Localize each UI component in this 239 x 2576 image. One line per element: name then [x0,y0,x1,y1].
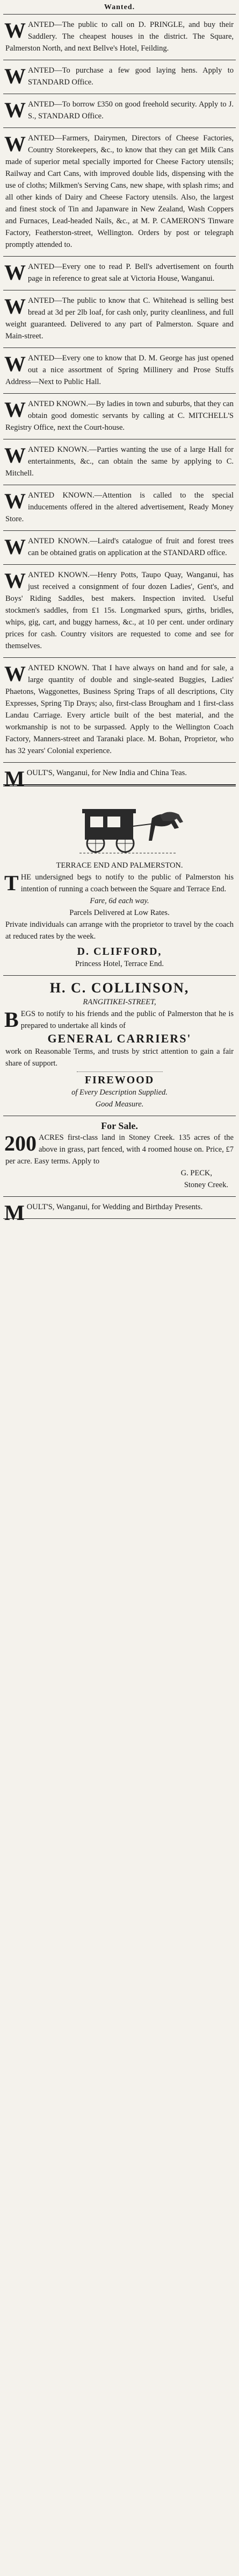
drop-cap: W [4,98,26,122]
firewood-desc1: of Every Description Supplied. [71,1088,168,1097]
drop-cap: W [4,569,26,593]
ad-text: ANTED—To purchase a few good laying hens. Apply to STANDARD Office. [28,66,234,87]
drop-cap: W [4,535,26,559]
for-sale-body: ACRES first-class land in Stoney Creek. 135 acres of the above in grass, part fenced, with 4 roomed house on. Price, £7 per acre. Easy terms. Apply to [5,1133,234,1166]
ad-text: ANTED—To borrow £350 on good freehold security. Apply to J. S., STANDARD Office. [28,100,234,120]
ad-text: ANTED—The public to call on D. PRINGLE, and buy their Saddlery. The cheapest houses in the district. The Square, Palmerston North, and next Bellve's Hotel, Feilding. [5,20,234,53]
drop-cap: W [4,294,26,318]
collinson-street: RANGITIKEI-STREET, [83,998,156,1006]
ad-text: ANTED KNOWN.—Attention is called to the special inducements offered in the altered advertisement, Ready Money Store. [5,491,234,523]
drop-cap: W [4,662,26,686]
for-sale-place: Stoney Creek. [184,1181,228,1189]
ad-text: ANTED KNOWN.—By ladies in town and suburbs, that they can obtain good domestic servants by calling at C. MITCHELL'S Registry Office, next the Court-house. [5,400,234,432]
drop-cap: W [4,443,26,467]
coach-fare: Fare, 6d each way. [90,897,149,905]
ad-text: ANTED—Every one to read P. Bell's advertisement on fourth page in reference to great sale at Victoria House, Wanganui. [28,262,234,283]
coach-ad [3,786,236,976]
for-sale-ad [3,1116,236,1197]
ad-text: ANTED KNOWN.—Laird's catalogue of fruit and forest trees can be obtained gratis on application at the STANDARD office. [28,537,234,557]
firewood-heading: FIREWOOD [84,1074,155,1086]
classified-ads [3,15,236,791]
firewood-desc2: Good Measure. [95,1100,144,1109]
drop-cap: W [4,18,26,42]
ad-text: ANTED—The public to know that C. Whitehead is selling best bread at 3d per 2lb loaf, for cash only, purity cleanliness, and full weight guaranteed. Delivered to any part of Palmerston. Square and Main-street. [5,296,234,340]
collinson-body2: work on Reasonable Terms, and trusts by strict attention to gain a fair share of support. [5,1047,234,1068]
coach-proprietor: D. CLIFFORD, [77,946,162,957]
collinson-body1: EGS to notify to his friends and the public of Palmerston that he is prepared to undertake all kinds of [20,1010,234,1030]
ad-text: ANTED—Every one to know that D. M. George has just opened out a nice assortment of Spring Millinery and Prose Stuffs Address—Next to Public Hall. [5,354,234,386]
general-carriers: GENERAL CARRIERS' [47,1032,192,1045]
classified-ad [3,60,236,94]
moult-body: OULT'S, Wanganui, for Wedding and Birthday Presents. [26,1203,203,1211]
divider [77,1071,163,1072]
drop-cap: B [4,1007,19,1032]
classified-ad [3,485,236,531]
coach-private: Private individuals can arrange with the proprietor to travel by the coach at reduced rates by the week. [5,920,234,941]
classified-ad [3,94,236,128]
section-header: Wanted. [3,2,236,15]
for-sale-heading: For Sale. [101,1120,138,1131]
ad-text: ANTED KNOWN. That I have always on hand and for sale, a large quantity of double and single-seated Buggies, Ladies' Phaetons, Waggonettes, Business Spring Traps of all descriptions, City Expresses, Spring Tip Drays; also, first-class Brougham and 1 first-class Landau Carriage. Every article built of the best material, and the workmanship is not to be surpassed. Apply to the Wellington Coach Factory, Manners-street and Taranaki place. M. Bohan, Proprietor, who has 32 years' Colonial experience. [5,664,234,755]
newspaper-column [3,0,236,1225]
ad-text: ANTED—Farmers, Dairymen, Directors of Cheese Factories, Country Storekeepers, &c., to know that they can get Milk Cans made of superior metal specially imported for Cheese Factory utensils; Railway and Cart Cans, with improved double lids, dispensing with the use of cloths; Milkmen's Serving Cans, new shape, with splash rims; and all other kinds of Dairy and Cheese Factory utensils. Also, the largest and finest stock of Tin and Japanware in New Zealand, Wash Coppers and Furnaces, Lead-headed Nails, &c., at M. P. CAMERON'S Tinware Factory, Featherston-street, Wellington. Orders by post or telegraph promptly attended to. [5,134,234,249]
classified-ad [3,658,236,763]
coach-heading: TERRACE END AND PALMERSTON. [56,861,183,870]
drop-cap: W [4,352,26,376]
classified-ad [3,394,236,439]
for-sale-name: G. PECK, [180,1169,212,1177]
classified-ad [3,257,236,290]
drop-cap: W [4,132,26,156]
drop-cap: 200 [4,1131,37,1155]
drop-cap: M [4,767,25,791]
moult-ad [3,1197,236,1225]
collinson-name: H. C. COLLINSON, [49,980,190,996]
drop-cap: W [4,489,26,513]
classified-ad [3,439,236,485]
classified-ad [3,290,236,348]
ad-text: ANTED KNOWN.—Henry Potts, Taupo Quay, Wanganui, has just received a consignment of four dozen Ladies', Gent's, and Boys' Riding Saddles, best makers. Inspection invited. Useful stockmen's saddles, from £1 15s. Longmarked spurs, girths, bridles, whips, gig, cart, and buggy harness, &c., at 10 per cent. under ordinary prices for cash. Country visitors are requested to come and see for themselves. [5,571,234,650]
drop-cap: M [4,1201,25,1225]
ad-text: OULT'S, Wanganui, for New India and China Teas. [26,769,187,777]
drop-cap: T [4,871,19,895]
classified-ad [3,763,236,791]
coach-address: Princess Hotel, Terrace End. [75,960,164,968]
classified-ad [3,348,236,394]
classified-ad [3,531,236,565]
drop-cap: W [4,398,26,422]
collinson-ad [3,976,236,1116]
classified-ad [3,15,236,60]
classified-ad [3,128,236,257]
coach-parcels: Parcels Delivered at Low Rates. [69,909,170,917]
coach-body: HE undersigned begs to notify to the public of Palmerston his intention of running a coach between the Square and Terrace End. [20,873,234,893]
stagecoach-illustration [47,794,192,858]
drop-cap: W [4,260,26,285]
ad-text: ANTED KNOWN.—Parties wanting the use of a large Hall for entertainments, &c., can obtain the same by applying to C. Mitchell. [5,445,234,478]
classified-ad [3,565,236,658]
drop-cap: W [4,64,26,88]
